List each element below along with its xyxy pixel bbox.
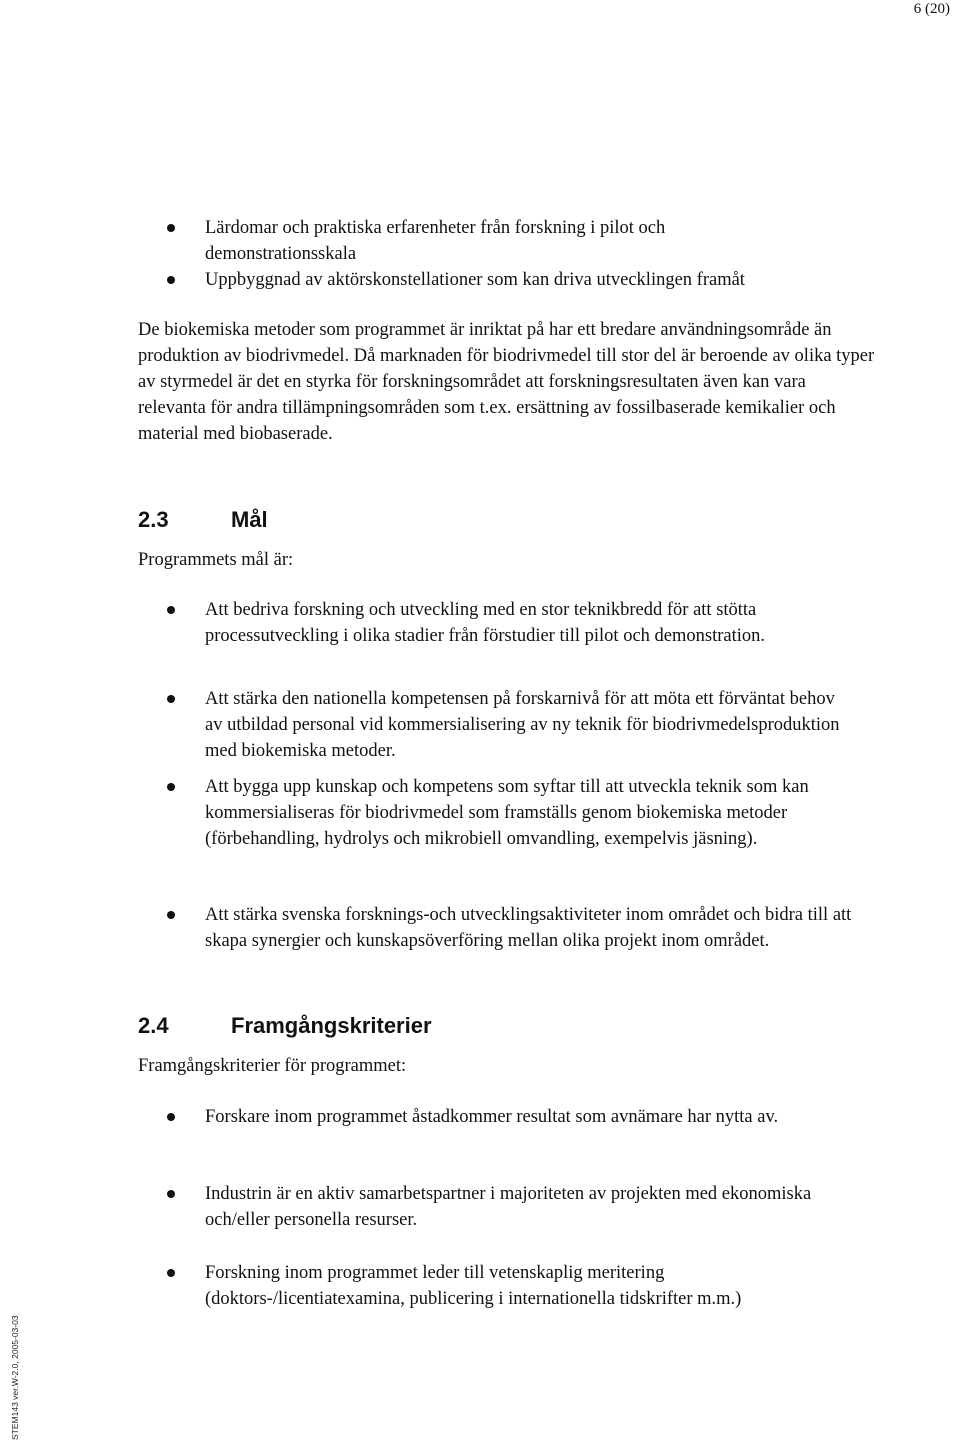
bullet-text: Uppbyggnad av aktörskonstellationer som kan driva utvecklingen framåt [205, 270, 745, 290]
bullet-icon [167, 276, 175, 284]
section-number: 2.4 [138, 1013, 169, 1038]
bullet-icon [167, 783, 175, 791]
section-lead: Programmets mål är: [138, 550, 294, 570]
bullet-text: Forskning inom programmet leder till vetenskaplig meritering (doktors-/licentiatexamina, publicering i internationella tidskrifter m.m.) [205, 1263, 742, 1309]
version-stamp: STEM143 ver.W-2.0, 2005-03-03 [10, 1315, 20, 1440]
section-heading-2-3 [138, 507, 268, 533]
bullet-icon [167, 224, 175, 232]
bullet-text: Forskare inom programmet åstadkommer resultat som avnämare har nytta av. [205, 1107, 779, 1127]
bullet-icon [167, 695, 175, 703]
bullet-text: Att stärka svenska forsknings-och utvecklingsaktiviteter inom området och bidra till att skapa synergier och kunskapsöverföring mellan olika projekt inom området. [205, 905, 852, 951]
bullet-text: Industrin är en aktiv samarbetspartner i majoriteten av projekten med ekonomiska och/eller personella resurser. [205, 1184, 812, 1230]
section-number: 2.3 [138, 507, 169, 532]
bullet-text: Att bedriva forskning och utveckling med en stor teknikbredd för att stötta processutveckling i olika stadier från förstudier till pilot och demonstration. [205, 600, 766, 646]
intro-paragraph: De biokemiska metoder som programmet är inriktat på har ett bredare användningsområde än produktion av biodrivmedel. Då marknaden för biodrivmedel till stor del är beroende av olika typer av styrmedel är det en styrka för forskningsområdet att forskningsresultaten även kan vara relevanta för andra tillämpningsområden som t.ex. ersättning av fossilbaserade kemikalier och material med biobaserade. [138, 320, 875, 444]
section-title: Mål [231, 507, 268, 532]
bullet-text: Lärdomar och praktiska erfarenheter från forskning i pilot och demonstrationsskala [205, 218, 666, 264]
section-title: Framgångskriterier [231, 1013, 432, 1038]
page-number: 6 (20) [913, 1, 950, 17]
section-lead: Framgångskriterier för programmet: [138, 1056, 407, 1076]
bullet-icon [167, 606, 175, 614]
bullet-icon [167, 1269, 175, 1277]
section-heading-2-4 [138, 1013, 432, 1039]
bullet-icon [167, 1113, 175, 1121]
bullet-icon [167, 1190, 175, 1198]
bullet-icon [167, 911, 175, 919]
bullet-text: Att stärka den nationella kompetensen på forskarnivå för att möta ett förväntat behov av utbildad personal vid kommersialisering av ny teknik för biodrivmedelsproduktion med biokemiska metoder. [205, 689, 840, 761]
bullet-text: Att bygga upp kunskap och kompetens som syftar till att utveckla teknik som kan kommersialiseras för biodrivmedel som framställs genom biokemiska metoder (förbehandling, hydrolys och mikrobiell omvandling, exempelvis jäsning). [205, 777, 809, 849]
